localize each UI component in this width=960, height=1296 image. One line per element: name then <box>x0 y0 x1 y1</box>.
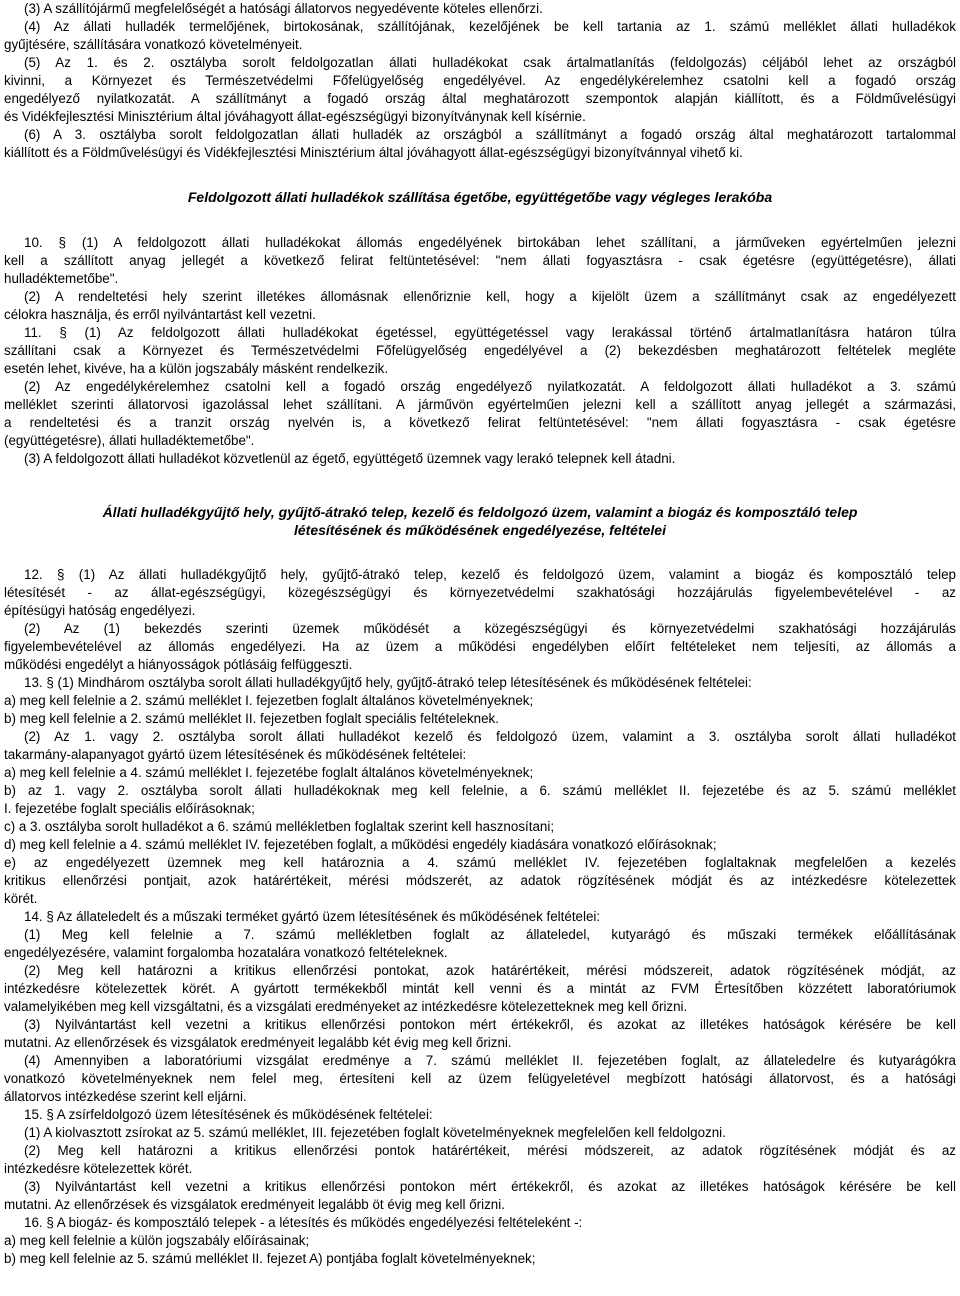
text-line: d) meg kell felelnie a 4. számú melléklet IV. fejezetében foglalt, a működési engedély kiadására vonatkozó előírásoknak; <box>4 837 717 852</box>
text-line: (5) Az 1. és 2. osztályba sorolt feldolgozatlan állati hulladékokat csak ártalmatlanítás (feldolgozás) céljából lehet az országból <box>24 55 956 70</box>
text-line: b) meg kell felelnie az 5. számú melléklet II. fejezet A) pontjába foglalt követelményeknek; <box>4 1251 536 1266</box>
section-heading: létesítésének és működésének engedélyezése, feltételei <box>294 522 666 538</box>
text-line: intézkedésre kötelezettek körét. A gyártott termékekből mintát kell venni és a mintát az FVM Értesítőben közzétett laboratóriumok <box>4 981 956 996</box>
section-heading: Feldolgozott állati hulladékok szállítása égetőbe, együttégetőbe vagy végleges lerakóba <box>187 189 773 205</box>
text-line: figyelembevételével az állomás engedélyezi. Ha az üzem a működési engedélyben előírt feltételeket nem teljesíti, az állomás a <box>4 639 956 654</box>
text-line: a) meg kell felelnie a külön jogszabály előírásainak; <box>4 1233 310 1248</box>
text-line: kiállított és a Földművelésügyi és Vidékfejlesztési Minisztérium által jóváhagyott állat-egészségügyi bizonyítvánnyal vihető ki. <box>4 145 743 160</box>
text-line: intézkedésre kötelezettek körét. <box>4 1161 193 1176</box>
text-line: (4) Az állati hulladék termelőjének, birtokosának, szállítójának, kezelőjének be kell tartania az 1. számú melléklet állati hulladékok <box>24 19 956 34</box>
text-line: állatorvos intézkedése szerint kell eljárni. <box>4 1089 247 1104</box>
text-line: kell a szállított anyag jellegét a következő felirat feltüntetésével: "nem állati fogyasztásra - csak égetésre (együttégetésre), állati <box>4 253 956 268</box>
text-line: (2) A rendeltetési hely szerint illetékes állomásnak ellenőriznie kell, hogy a kijelölt üzem a szállítmányt csak az engedélyezett <box>24 289 956 304</box>
text-line: (2) Az (1) bekezdés szerinti üzemek működését a közegészségügyi és környezetvédelmi szakhatósági hozzájárulás <box>24 621 956 636</box>
text-line: 11. § (1) Az feldolgozott állati hulladékokat égetéssel, együttégetéssel vagy lerakással történő ártalmatlanításra határon túlra <box>24 325 956 340</box>
text-line: takarmány-alapanyagot gyártó üzem létesítésének és működésének feltételei: <box>4 747 467 762</box>
text-line: melléklet szerinti állatorvosi igazolással lehet szállítani. A járművön egyértelműen jelezni kell a szállított anyag jellegét a származási, <box>4 397 956 412</box>
text-line: (3) A feldolgozott állati hulladékot közvetlenül az égető, együttégető üzemnek vagy lerakó telepnek kell átadni. <box>24 451 676 466</box>
text-line: (4) Amennyiben a laboratóriumi vizsgálat eredménye a 7. számú melléklet II. fejezetében foglalt, az állateledelre és kutyarágókra <box>24 1053 956 1068</box>
text-line: célokra használja, és erről nyilvántartást kell vezetni. <box>4 307 316 322</box>
text-line: engedélyező nyilatkozatát. A szállítmányt a fogadó ország által meghatározott szempontok alapján kiállított, és a Földművelésügyi <box>4 91 956 106</box>
text-line: vonatkozó követelményeknek nem felel meg, értesíteni kell az üzem felügyeletével megbízott hatósági állatorvost, és a hatósági <box>4 1071 956 1086</box>
text-line: kritikus ellenőrzési pontjait, azok határértékeit, mérési módszerét, az adatok rögzítésének módját és az intézkedésre kötelezettek <box>4 873 956 888</box>
text-line: hulladéktemetőbe". <box>4 271 119 286</box>
text-line: (3) A szállítójármű megfelelőségét a hatósági állatorvos negyedévente köteles ellenőrzi. <box>24 1 543 16</box>
text-line: szállítani csak a Környezet és Természetvédelmi Főfelügyelőség engedélyével a (2) bekezdésben meghatározott feltételek megléte <box>4 343 956 358</box>
text-line: létesítését - az állat-egészségügyi, közegészségügyi és környezetvédelmi szakhatósági hozzájárulás figyelembevételével - az <box>4 585 956 600</box>
text-line: (3) Nyilvántartást kell vezetni a kritikus ellenőrzési pontokon mért értékekről, és azokat az illetékes hatóságok kérésére be kell <box>24 1017 956 1032</box>
text-line: építésügyi hatóság engedélyezi. <box>4 603 196 618</box>
text-line: gyűjtésére, szállítására vonatkozó követelményeit. <box>4 37 303 52</box>
text-line: b) az 1. vagy 2. osztályba sorolt állati hulladékoknak meg kell felelnie, a 6. számú melléklet II. fejezetébe és az 5. számú melléklet <box>4 783 956 798</box>
text-line: és Vidékfejlesztési Minisztérium által jóváhagyott állat-egészségügyi bizonyítványnak kell kísérnie. <box>4 109 586 124</box>
text-line: 12. § (1) Az állati hulladékgyűjtő hely, gyűjtő-átrakó telep, kezelő és feldolgozó üzem, valamint a biogáz és komposztáló telep <box>24 567 956 582</box>
text-line: 13. § (1) Mindhárom osztályba sorolt állati hulladékgyűjtő hely, gyűjtő-átrakó telep létesítésének és működésének feltételei: <box>24 675 752 690</box>
text-line: mutatni. Az ellenőrzések és vizsgálatok eredményeit legalább öt évig meg kell őrizni. <box>4 1197 505 1212</box>
text-line: c) a 3. osztályba sorolt hulladékot a 6. számú mellékletben foglaltak szerint kell hasznosítani; <box>4 819 555 834</box>
text-line: 15. § A zsírfeldolgozó üzem létesítésének és működésének feltételei: <box>24 1107 433 1122</box>
text-line: (1) A kiolvasztott zsírokat az 5. számú melléklet, III. fejezetében foglalt követelményeknek megfelelően kell feldolgozni. <box>24 1125 726 1140</box>
text-line: a rendeltetési és a tranzit ország nyelvén is, a következő felirat feltüntetésével: "nem állati fogyasztásra - csak égetésre <box>4 415 956 430</box>
text-line: 14. § Az állateledelt és a műszaki terméket gyártó üzem létesítésének és működésének feltételei: <box>24 909 601 924</box>
text-line: 10. § (1) A feldolgozott állati hulladékokat állomás engedélyének birtokában lehet szállítani, a járműveken egyértelműen jelezni <box>24 235 956 250</box>
text-line: (1) Meg kell felelnie a 7. számú mellékletben foglalt az állateledel, kutyarágó és műszaki termékek előállításának <box>24 927 956 942</box>
text-line: (2) Meg kell határozni a kritikus ellenőrzési pontok határértékeit, mérési módszereit, az adatok rögzítésének módját és az <box>24 1143 956 1158</box>
text-line: (6) A 3. osztályba sorolt feldolgozatlan állati hulladék az országból a szállítmányt a fogadó ország által meghatározott tartalommal <box>24 127 956 142</box>
text-line: (2) Az 1. vagy 2. osztályba sorolt állati hulladékot kezelő és feldolgozó üzem, valamint a 3. osztályba sorolt állati hulladékot <box>24 729 956 744</box>
text-line: 16. § A biogáz- és komposztáló telepek - a létesítés és működés engedélyezési feltételeként -: <box>24 1215 583 1230</box>
text-line: esetén lehet, kivéve, ha a külön jogszabály másként rendelkezik. <box>4 361 389 376</box>
text-line: (2) Az engedélykérelemhez csatolni kell a fogadó ország engedélyező nyilatkozatát. A feldolgozott állati hulladékot a 3. számú <box>24 379 956 394</box>
text-line: a) meg kell felelnie a 2. számú melléklet I. fejezetben foglalt általános követelményeknek; <box>4 693 534 708</box>
text-line: valamelyikében meg kell vizsgáltatni, és a vizsgálati eredményeket az intézkedésre kötelezetteknek meg kell őrizni. <box>4 999 688 1014</box>
text-line: b) meg kell felelnie a 2. számú melléklet II. fejezetben foglalt speciális feltételeknek. <box>4 711 499 726</box>
text-line: körét. <box>4 891 38 906</box>
text-line: engedélyezésére, valamint forgalomba hozatalára vonatkozó feltételeknek. <box>4 945 448 960</box>
text-line: a) meg kell felelnie a 4. számú melléklet I. fejezetébe foglalt általános követelményeknek; <box>4 765 534 780</box>
section-heading: Állati hulladékgyűjtő hely, gyűjtő-átrakó telep, kezelő és feldolgozó üzem, valamint a biogáz és komposztáló telep <box>102 504 858 520</box>
text-line: I. fejezetébe foglalt speciális előírásoknak; <box>4 801 255 816</box>
text-line: (3) Nyilvántartást kell vezetni a kritikus ellenőrzési pontokon mért értékekről, és azokat az illetékes hatóságok kérésére be kell <box>24 1179 956 1194</box>
text-line: (2) Meg kell határozni a kritikus ellenőrzési pontokat, azok határértékeit, mérési módszereit, adatok rögzítésének módját, az <box>24 963 956 978</box>
text-line: működési engedélyt a hiányosságok pótlásáig felfüggeszti. <box>4 657 353 672</box>
text-line: (együttégetésre), állati hulladéktemetőbe". <box>4 433 255 448</box>
text-line: mutatni. Az ellenőrzések és vizsgálatok eredményeit legalább két évig meg kell őrizni. <box>4 1035 512 1050</box>
text-line: e) az engedélyezett üzemnek meg kell határoznia a 4. számú melléklet IV. fejezetében foglaltaknak megfelelően a kezelés <box>4 855 956 870</box>
text-line: kivinni, a Környezet és Természetvédelmi Főfelügyelőség engedélyével. Az engedélykérelemhez csatolni kell a fogadó ország <box>4 73 956 88</box>
